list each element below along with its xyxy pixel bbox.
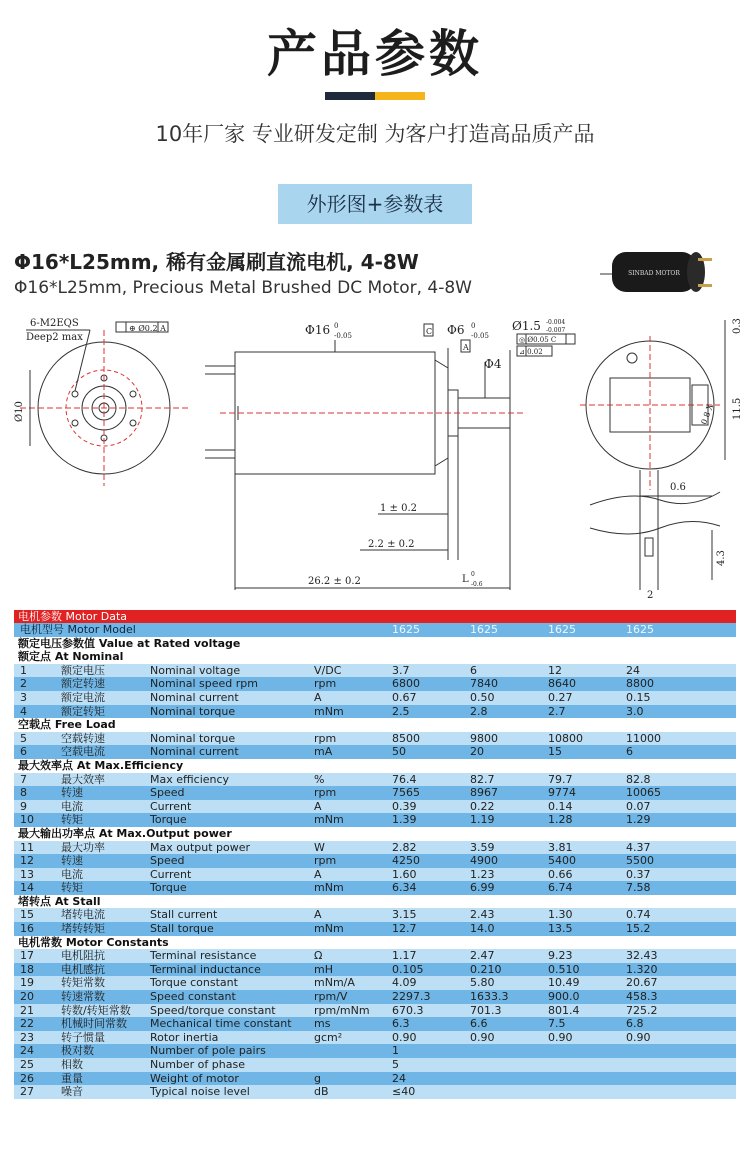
row-number: 1 (20, 663, 27, 677)
row-value: 8500 (392, 731, 420, 745)
row-value: 2.47 (470, 949, 495, 963)
table-row (14, 1085, 736, 1099)
row-value: 0.66 (548, 867, 573, 881)
photo-brand: SINBAD MOTOR (628, 270, 680, 277)
table-section-header: 最大输出功率点 At Max.Output power (14, 827, 736, 841)
model-value: 1625 (626, 623, 654, 636)
row-number: 16 (20, 922, 34, 936)
dim-l-tol-up: 0 (471, 571, 475, 578)
dia15-tol-up: -0.004 (546, 319, 566, 326)
row-value: 3.15 (392, 908, 417, 922)
row-number: 9 (20, 799, 27, 813)
row-label-cn: 电机感抗 (61, 962, 105, 976)
table-row (14, 691, 736, 705)
row-unit: gcm² (314, 1030, 343, 1044)
table-section-header: 最大效率点 At Max.Efficiency (14, 759, 736, 773)
underline-gold (375, 92, 425, 100)
row-label-en: Speed (150, 786, 185, 800)
row-value: 1.30 (548, 908, 573, 922)
row-number: 14 (20, 881, 34, 895)
row-value: 1633.3 (470, 990, 509, 1004)
front-depth: Deep2 max (26, 332, 83, 343)
row-number: 27 (20, 1085, 34, 1099)
row-value: 2.43 (470, 908, 495, 922)
row-label-en: Typical noise level (150, 1085, 250, 1099)
rear-dim-2: 2 (647, 590, 654, 601)
title-underline (325, 92, 425, 100)
row-label-en: Speed constant (150, 990, 236, 1004)
row-unit: mNm (314, 704, 344, 718)
table-row (14, 677, 736, 691)
row-label-cn: 转子惯量 (61, 1030, 105, 1044)
row-unit: rpm/V (314, 990, 348, 1004)
row-value: 5400 (548, 854, 576, 868)
table-row (14, 773, 736, 787)
dim-l-tol-dn: -0.6 (471, 581, 483, 588)
row-value: 2.82 (392, 840, 417, 854)
table-row (14, 868, 736, 882)
row-unit: rpm/mNm (314, 1003, 370, 1017)
row-value: 5500 (626, 854, 654, 868)
row-value: 1.23 (470, 867, 495, 881)
row-label-cn: 额定电流 (61, 690, 105, 704)
row-value: 1.29 (626, 813, 651, 827)
row-unit: mA (314, 745, 333, 759)
row-value: 10.49 (548, 976, 580, 990)
table-row (14, 922, 736, 936)
dia16-tol-dn: -0.05 (334, 332, 352, 340)
row-unit: mNm/A (314, 976, 355, 990)
row-value: 6.74 (548, 881, 573, 895)
row-value: 0.510 (548, 962, 580, 976)
row-value: 1.60 (392, 867, 417, 881)
row-value: 458.3 (626, 990, 658, 1004)
underline-dark (325, 92, 375, 100)
row-number: 19 (20, 976, 34, 990)
table-row (14, 963, 736, 977)
row-number: 22 (20, 1017, 34, 1031)
table-title: 电机参数 Motor Data (14, 610, 736, 623)
row-value: 900.0 (548, 990, 580, 1004)
row-value: 50 (392, 745, 406, 759)
row-number: 24 (20, 1044, 34, 1058)
row-value: 9774 (548, 786, 576, 800)
row-value: 9800 (470, 731, 498, 745)
row-value: 1.28 (548, 813, 573, 827)
dia6-label: Φ6 (447, 323, 465, 337)
row-label-cn: 转速 (61, 786, 83, 800)
table-row (14, 854, 736, 868)
dia16-tol-up: 0 (334, 322, 339, 330)
table-row (14, 976, 736, 990)
row-label-cn: 额定电压 (61, 663, 105, 677)
row-label-en: Terminal inductance (150, 962, 261, 976)
row-number: 18 (20, 962, 34, 976)
row-label-cn: 电机阻抗 (61, 949, 105, 963)
motor-photo (598, 244, 714, 300)
row-unit: V/DC (314, 663, 342, 677)
row-value: 1.19 (470, 813, 495, 827)
row-value: 0.15 (626, 690, 651, 704)
row-value: 1.320 (626, 962, 658, 976)
table-row (14, 990, 736, 1004)
row-value: 0.27 (548, 690, 573, 704)
row-unit: % (314, 772, 325, 786)
row-unit: dB (314, 1085, 329, 1099)
row-value: 32.43 (626, 949, 658, 963)
table-row (14, 949, 736, 963)
row-label-en: Current (150, 799, 192, 813)
row-value: 3.81 (548, 840, 573, 854)
row-label-cn: 转矩 (61, 881, 83, 895)
row-value: 0.22 (470, 799, 495, 813)
row-label-en: Current (150, 867, 192, 881)
row-label-cn: 转数/转矩常数 (61, 1003, 131, 1017)
table-body (14, 623, 736, 1099)
row-value: 0.74 (626, 908, 651, 922)
row-label-en: Weight of motor (150, 1071, 239, 1085)
row-value: 1.39 (392, 813, 417, 827)
row-label-cn: 额定转矩 (61, 704, 105, 718)
row-value: 1.17 (392, 949, 417, 963)
table-section-header: 额定点 At Nominal (14, 650, 736, 664)
row-number: 6 (20, 745, 27, 759)
row-label-cn: 重量 (61, 1071, 83, 1085)
row-value: 0.07 (626, 799, 651, 813)
row-label-cn: 机械时间常数 (61, 1017, 127, 1031)
row-value: 6 (626, 745, 633, 759)
row-label-cn: 堵转电流 (61, 908, 105, 922)
datum-c: C (426, 327, 433, 336)
row-label-en: Nominal current (150, 690, 239, 704)
tol-concentric: ◎ Ø0.05 C (519, 336, 557, 344)
row-value: 2.7 (548, 704, 566, 718)
row-label-cn: 转矩 (61, 813, 83, 827)
row-label-en: Number of pole pairs (150, 1044, 266, 1058)
table-row (14, 1044, 736, 1058)
row-unit: ms (314, 1017, 331, 1031)
tol-runout: ⊿ 0.02 (519, 348, 543, 356)
row-label-en: Nominal torque (150, 704, 236, 718)
table-section-header: 堵转点 At Stall (14, 895, 736, 909)
model-label: 电机型号 Motor Model (20, 623, 136, 636)
row-label-cn: 最大效率 (61, 772, 105, 786)
row-label-cn: 转速常数 (61, 990, 105, 1004)
table-row (14, 786, 736, 800)
row-label-en: Nominal torque (150, 731, 236, 745)
row-label-en: Speed/torque constant (150, 1003, 276, 1017)
row-value: 0.210 (470, 962, 502, 976)
row-unit: mNm (314, 922, 344, 936)
rear-dim-0-6: 0.6 (670, 482, 686, 493)
product-heading-en: Φ16*L25mm, Precious Metal Brushed DC Motor, 4-8W (14, 278, 472, 298)
row-label-en: Number of phase (150, 1058, 245, 1071)
row-value: 0.50 (470, 690, 495, 704)
row-value: 0.67 (392, 690, 417, 704)
row-number: 4 (20, 704, 27, 718)
row-unit: mNm (314, 813, 344, 827)
table-row (14, 1072, 736, 1086)
row-number: 13 (20, 867, 34, 881)
model-value: 1625 (392, 623, 420, 636)
dia15-tol-dn: -0.007 (546, 327, 566, 334)
row-label-cn: 堵转转矩 (61, 922, 105, 936)
row-value: 82.8 (626, 772, 651, 786)
page-title: 产品参数 (267, 25, 483, 83)
row-value: 7.5 (548, 1017, 566, 1031)
row-value: 6800 (392, 677, 420, 691)
row-unit: A (314, 799, 322, 813)
row-number: 12 (20, 854, 34, 868)
row-number: 10 (20, 813, 34, 827)
row-value: 7.58 (626, 881, 651, 895)
dia15-label: Ø1.5 (512, 319, 541, 333)
row-label-en: Nominal current (150, 745, 239, 759)
page-subtitle: 10年厂家 专业研发定制 为客户打造高品质产品 (155, 122, 595, 146)
rear-dim-0-3: 0.3 (732, 318, 743, 334)
row-value: 0.90 (626, 1030, 651, 1044)
row-value: 3.59 (470, 840, 495, 854)
table-section-header: 额定电压参数值 Value at Rated voltage (14, 637, 736, 651)
row-value: 12.7 (392, 922, 417, 936)
front-dia: Ø10 (14, 401, 25, 422)
row-value: 6.6 (470, 1017, 488, 1031)
dia6-tol-up: 0 (471, 322, 476, 330)
row-value: 24 (626, 663, 640, 677)
table-row (14, 841, 736, 855)
row-value: 4.37 (626, 840, 651, 854)
dim-26-2: 26.2 ± 0.2 (308, 576, 361, 587)
row-label-en: Terminal resistance (150, 949, 257, 963)
row-number: 3 (20, 690, 27, 704)
motor-data-table (14, 610, 736, 1099)
row-value: 0.105 (392, 962, 424, 976)
row-value: 82.7 (470, 772, 495, 786)
table-section-header: 空载点 Free Load (14, 718, 736, 732)
table-row-model (14, 623, 736, 637)
product-heading-cn: Φ16*L25mm, 稀有金属刷直流电机, 4-8W (14, 250, 419, 274)
table-row (14, 881, 736, 895)
row-value: 11000 (626, 731, 661, 745)
row-label-en: Nominal voltage (150, 663, 241, 677)
row-unit: mH (314, 962, 333, 976)
table-row (14, 1017, 736, 1031)
row-value: 7840 (470, 677, 498, 691)
row-value: 76.4 (392, 772, 417, 786)
row-value: ≤40 (392, 1085, 416, 1099)
front-tol-box: ⊕ Ø0.2 A (129, 324, 166, 333)
row-label-en: Max efficiency (150, 772, 230, 786)
row-value: 6 (470, 663, 477, 677)
row-label-en: Torque constant (150, 976, 238, 990)
row-value: 801.4 (548, 1003, 580, 1017)
row-label-cn: 噪音 (61, 1085, 83, 1099)
row-label-en: Rotor inertia (150, 1030, 219, 1044)
rear-dim-11-5: 11.5 (732, 397, 743, 420)
table-row (14, 1031, 736, 1045)
row-number: 21 (20, 1003, 34, 1017)
row-number: 15 (20, 908, 34, 922)
row-label-en: Stall current (150, 908, 218, 922)
row-value: 10800 (548, 731, 583, 745)
row-number: 2 (20, 677, 27, 691)
row-label-en: Stall torque (150, 922, 214, 936)
table-row (14, 732, 736, 746)
row-number: 26 (20, 1071, 34, 1085)
row-value: 4250 (392, 854, 420, 868)
row-value: 8967 (470, 786, 498, 800)
row-value: 5 (392, 1058, 399, 1071)
row-number: 5 (20, 731, 27, 745)
row-value: 3.0 (626, 704, 644, 718)
row-value: 2297.3 (392, 990, 431, 1004)
row-value: 0.14 (548, 799, 573, 813)
row-unit: rpm (314, 731, 337, 745)
model-value: 1625 (548, 623, 576, 636)
row-value: 24 (392, 1071, 406, 1085)
row-label-cn: 极对数 (61, 1044, 94, 1058)
row-number: 17 (20, 949, 34, 963)
row-value: 2.5 (392, 704, 410, 718)
row-value: 0.37 (626, 867, 651, 881)
rear-dim-4-3: 4.3 (716, 550, 727, 566)
row-value: 79.7 (548, 772, 573, 786)
row-label-cn: 额定转速 (61, 677, 105, 691)
row-value: 4.09 (392, 976, 417, 990)
row-label-cn: 空载转速 (61, 731, 105, 745)
model-value: 1625 (470, 623, 498, 636)
row-number: 25 (20, 1058, 34, 1071)
row-value: 10065 (626, 786, 661, 800)
row-label-cn: 相数 (61, 1058, 83, 1071)
row-value: 15 (548, 745, 562, 759)
table-row (14, 1004, 736, 1018)
row-value: 12 (548, 663, 562, 677)
table-row (14, 745, 736, 759)
row-label-en: Speed (150, 854, 185, 868)
row-label-cn: 电流 (61, 867, 83, 881)
table-row (14, 813, 736, 827)
dia6-tol-dn: -0.05 (471, 332, 489, 340)
row-label-en: Nominal speed rpm (150, 677, 258, 691)
row-value: 15.2 (626, 922, 651, 936)
row-value: 8640 (548, 677, 576, 691)
row-number: 23 (20, 1030, 34, 1044)
row-value: 8800 (626, 677, 654, 691)
row-number: 20 (20, 990, 34, 1004)
row-label-en: Mechanical time constant (150, 1017, 292, 1031)
row-value: 7565 (392, 786, 420, 800)
row-value: 5.80 (470, 976, 495, 990)
row-value: 14.0 (470, 922, 495, 936)
row-value: 725.2 (626, 1003, 658, 1017)
row-unit: mNm (314, 881, 344, 895)
row-value: 6.8 (626, 1017, 644, 1031)
row-unit: W (314, 840, 325, 854)
datum-a: A (463, 343, 469, 352)
row-value: 2.8 (470, 704, 488, 718)
row-unit: rpm (314, 854, 337, 868)
dia16-label: Φ16 (305, 323, 331, 337)
row-value: 701.3 (470, 1003, 502, 1017)
row-value: 6.34 (392, 881, 417, 895)
row-value: 3.7 (392, 663, 410, 677)
row-value: 4900 (470, 854, 498, 868)
dia4-label: Φ4 (484, 357, 502, 371)
dimension-drawing (0, 300, 750, 605)
row-value: 1 (392, 1044, 399, 1058)
table-row (14, 800, 736, 814)
row-unit: rpm (314, 677, 337, 691)
row-value: 0.90 (392, 1030, 417, 1044)
row-label-cn: 空载电流 (61, 745, 105, 759)
row-value: 13.5 (548, 922, 573, 936)
row-value: 20.67 (626, 976, 658, 990)
row-unit: A (314, 690, 322, 704)
row-value: 6.99 (470, 881, 495, 895)
row-unit: Ω (314, 949, 323, 963)
table-row (14, 1058, 736, 1072)
row-value: 20 (470, 745, 484, 759)
dim-1: 1 ± 0.2 (380, 503, 418, 514)
row-label-cn: 电流 (61, 799, 83, 813)
row-label-en: Torque (150, 881, 187, 895)
section-tag: 外形图+参数表 (278, 184, 472, 224)
row-number: 8 (20, 786, 27, 800)
row-value: 6.3 (392, 1017, 410, 1031)
dim-2-2: 2.2 ± 0.2 (368, 539, 415, 550)
row-label-en: Max output power (150, 840, 251, 854)
table-row (14, 908, 736, 922)
row-unit: rpm (314, 786, 337, 800)
row-value: 0.39 (392, 799, 417, 813)
rear-mark: 0.8 X (699, 402, 716, 426)
table-row (14, 705, 736, 719)
row-label-cn: 转速 (61, 854, 83, 868)
row-value: 0.90 (548, 1030, 573, 1044)
row-label-cn: 转矩常数 (61, 976, 105, 990)
row-number: 7 (20, 772, 27, 786)
row-unit: A (314, 908, 322, 922)
row-label-cn: 最大功率 (61, 840, 105, 854)
dim-l: L (462, 574, 469, 585)
row-value: 0.90 (470, 1030, 495, 1044)
row-unit: A (314, 867, 322, 881)
row-value: 670.3 (392, 1003, 424, 1017)
row-label-en: Torque (150, 813, 187, 827)
row-value: 9.23 (548, 949, 573, 963)
row-number: 11 (20, 840, 34, 854)
table-row (14, 664, 736, 678)
row-unit: g (314, 1071, 321, 1085)
front-holes: 6-M2EQS (30, 318, 79, 329)
table-section-header: 电机常数 Motor Constants (14, 936, 736, 950)
